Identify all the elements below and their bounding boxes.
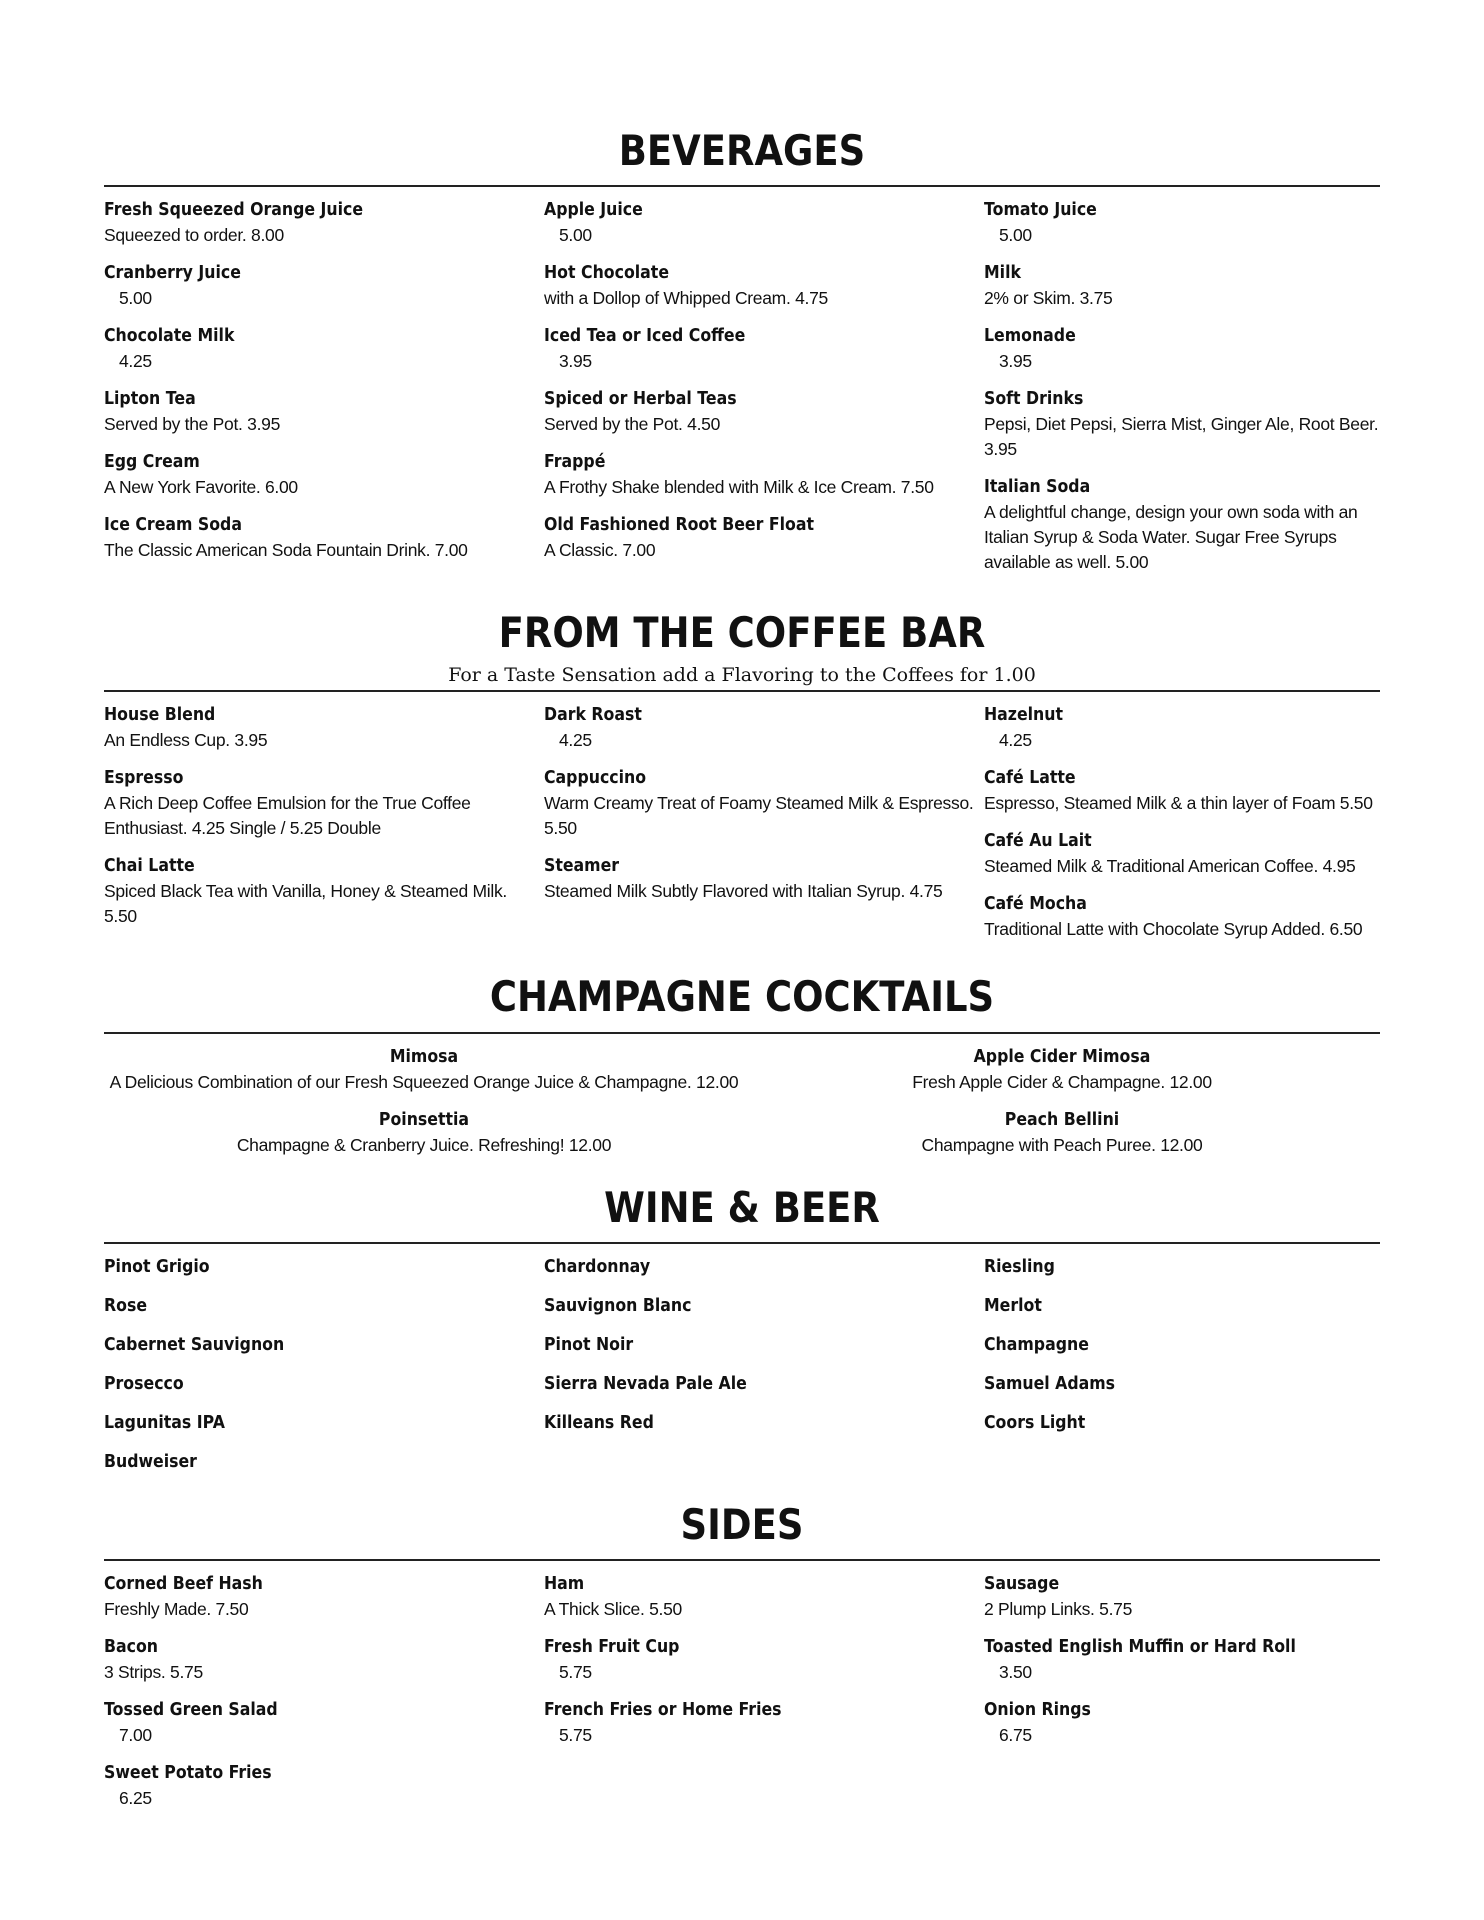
item-name: Espresso xyxy=(104,768,184,788)
item-name: Rose xyxy=(104,1296,148,1316)
item-name: Lipton Tea xyxy=(104,389,196,409)
item-name: Hot Chocolate xyxy=(544,263,670,283)
item-description: A Classic. 7.00 xyxy=(544,540,656,560)
menu-item xyxy=(984,261,1380,311)
menu-item xyxy=(104,1045,744,1095)
item-description: 5.00 xyxy=(559,225,592,245)
item-name: Peach Bellini xyxy=(1004,1110,1120,1130)
wine-column xyxy=(984,1255,1380,1489)
item-description: Warm Creamy Treat of Foamy Steamed Milk & Espresso. 5.50 xyxy=(544,793,974,838)
champagne-column xyxy=(104,1045,744,1171)
menu-item xyxy=(104,198,544,248)
item-name: Egg Cream xyxy=(104,452,200,472)
menu-item xyxy=(544,261,984,311)
item-description: Freshly Made. 7.50 xyxy=(104,1599,249,1619)
sides-column xyxy=(984,1572,1380,1824)
item-name: Toasted English Muffin or Hard Roll xyxy=(984,1637,1296,1657)
menu-item xyxy=(104,1411,544,1436)
item-name: Champagne xyxy=(984,1335,1089,1355)
item-name: Lagunitas IPA xyxy=(104,1413,225,1433)
item-description: 3.50 xyxy=(999,1662,1032,1682)
item-name: Fresh Fruit Cup xyxy=(544,1637,680,1657)
menu-item xyxy=(544,1698,984,1748)
sides-section xyxy=(104,1500,1380,1824)
item-description: 4.25 xyxy=(999,730,1032,750)
item-description: 5.75 xyxy=(559,1725,592,1745)
item-name: Killeans Red xyxy=(544,1413,654,1433)
section-title-sides: SIDES xyxy=(680,1500,804,1549)
coffee-grid xyxy=(104,703,1380,955)
item-name: Tossed Green Salad xyxy=(104,1700,278,1720)
item-name: Hazelnut xyxy=(984,705,1064,725)
item-name: Spiced or Herbal Teas xyxy=(544,389,737,409)
section-title-coffee: FROM THE COFFEE BAR xyxy=(498,608,986,657)
item-name: Ham xyxy=(544,1574,585,1594)
menu-item xyxy=(984,198,1380,248)
wine-grid xyxy=(104,1255,1380,1489)
item-description: Champagne & Cranberry Juice. Refreshing! 12.00 xyxy=(236,1135,612,1155)
beverages-grid xyxy=(104,198,1380,588)
menu-item xyxy=(984,324,1380,374)
item-name: Merlot xyxy=(984,1296,1042,1316)
item-name: Milk xyxy=(984,263,1021,283)
item-name: Mimosa xyxy=(389,1047,459,1067)
item-description: Steamed Milk Subtly Flavored with Italian Syrup. 4.75 xyxy=(544,881,943,901)
item-name: Prosecco xyxy=(104,1374,184,1394)
item-name: Iced Tea or Iced Coffee xyxy=(544,326,746,346)
item-name: Cranberry Juice xyxy=(104,263,241,283)
champagne-section xyxy=(104,972,1380,1171)
item-name: Old Fashioned Root Beer Float xyxy=(544,515,815,535)
menu-item xyxy=(544,1255,984,1280)
section-divider xyxy=(104,185,1380,187)
item-description: Spiced Black Tea with Vanilla, Honey & Steamed Milk. 5.50 xyxy=(104,881,507,926)
item-name: Café Mocha xyxy=(984,894,1087,914)
menu-item xyxy=(104,1294,544,1319)
item-name: French Fries or Home Fries xyxy=(544,1700,782,1720)
wine-column xyxy=(104,1255,544,1489)
item-description: 4.25 xyxy=(119,351,152,371)
item-description: Squeezed to order. 8.00 xyxy=(104,225,284,245)
menu-item xyxy=(104,324,544,374)
beverages-column xyxy=(984,198,1380,588)
menu-item xyxy=(544,703,984,753)
menu-item xyxy=(104,854,544,929)
item-description: A Delicious Combination of our Fresh Squeezed Orange Juice & Champagne. 12.00 xyxy=(109,1072,739,1092)
coffee-column xyxy=(544,703,984,955)
menu-item xyxy=(104,1761,544,1811)
coffee-column xyxy=(104,703,544,955)
item-description: Pepsi, Diet Pepsi, Sierra Mist, Ginger Ale, Root Beer. 3.95 xyxy=(984,414,1379,459)
item-name: Soft Drinks xyxy=(984,389,1084,409)
beverages-column xyxy=(104,198,544,588)
menu-item xyxy=(104,766,544,841)
menu-item xyxy=(104,261,544,311)
menu-item xyxy=(104,1333,544,1358)
item-description: A New York Favorite. 6.00 xyxy=(104,477,298,497)
menu-item xyxy=(104,1450,544,1475)
item-name: Sausage xyxy=(984,1574,1060,1594)
menu-item xyxy=(544,198,984,248)
item-description: Steamed Milk & Traditional American Coffee. 4.95 xyxy=(984,856,1356,876)
item-name: Cabernet Sauvignon xyxy=(104,1335,285,1355)
item-description: 3 Strips. 5.75 xyxy=(104,1662,203,1682)
item-description: Served by the Pot. 4.50 xyxy=(544,414,720,434)
item-name: Apple Juice xyxy=(544,200,643,220)
item-name: Dark Roast xyxy=(544,705,642,725)
champagne-column xyxy=(744,1045,1380,1171)
item-name: Corned Beef Hash xyxy=(104,1574,263,1594)
sides-column xyxy=(104,1572,544,1824)
item-description: with a Dollop of Whipped Cream. 4.75 xyxy=(544,288,828,308)
item-name: Onion Rings xyxy=(984,1700,1091,1720)
menu-item xyxy=(544,1411,984,1436)
menu-item xyxy=(744,1108,1380,1158)
item-description: 3.95 xyxy=(559,351,592,371)
section-divider xyxy=(104,690,1380,692)
menu-item xyxy=(104,703,544,753)
menu-item xyxy=(984,387,1380,462)
menu-item xyxy=(104,387,544,437)
item-description: A Thick Slice. 5.50 xyxy=(544,1599,682,1619)
item-name: Ice Cream Soda xyxy=(104,515,242,535)
item-description: A delightful change, design your own soda with an Italian Syrup & Soda Water. Sugar Free Syrups available as well. 5.00 xyxy=(984,502,1358,572)
item-description: A Rich Deep Coffee Emulsion for the True Coffee Enthusiast. 4.25 Single / 5.25 Double xyxy=(104,793,471,838)
item-name: Poinsettia xyxy=(378,1110,470,1130)
item-description: Espresso, Steamed Milk & a thin layer of Foam 5.50 xyxy=(984,793,1373,813)
item-name: Fresh Squeezed Orange Juice xyxy=(104,200,364,220)
menu-item xyxy=(984,892,1380,942)
menu-item xyxy=(544,450,984,500)
item-name: Steamer xyxy=(544,856,620,876)
item-name: Tomato Juice xyxy=(984,200,1097,220)
sides-grid xyxy=(104,1572,1380,1824)
menu-item xyxy=(544,1294,984,1319)
menu-item xyxy=(984,1255,1380,1280)
section-title-beverages: BEVERAGES xyxy=(618,126,866,175)
item-name: Italian Soda xyxy=(984,477,1091,497)
menu-item xyxy=(984,1294,1380,1319)
item-description: A Frothy Shake blended with Milk & Ice Cream. 7.50 xyxy=(544,477,934,497)
item-description: Fresh Apple Cider & Champagne. 12.00 xyxy=(912,1072,1212,1092)
item-description: Champagne with Peach Puree. 12.00 xyxy=(921,1135,1203,1155)
menu-item xyxy=(104,1255,544,1280)
menu-item xyxy=(984,1635,1380,1685)
item-name: Chardonnay xyxy=(544,1257,651,1277)
wine-section xyxy=(104,1183,1380,1489)
item-name: Apple Cider Mimosa xyxy=(973,1047,1151,1067)
item-name: Coors Light xyxy=(984,1413,1086,1433)
wine-column xyxy=(544,1255,984,1489)
item-name: Sweet Potato Fries xyxy=(104,1763,272,1783)
item-name: Sierra Nevada Pale Ale xyxy=(544,1374,747,1394)
item-name: Pinot Grigio xyxy=(104,1257,210,1277)
beverages-column xyxy=(544,198,984,588)
sides-column xyxy=(544,1572,984,1824)
menu-item xyxy=(104,1698,544,1748)
item-description: The Classic American Soda Fountain Drink. 7.00 xyxy=(104,540,468,560)
item-description: 4.25 xyxy=(559,730,592,750)
menu-item xyxy=(104,450,544,500)
item-name: Frappé xyxy=(544,452,606,472)
item-name: Café Latte xyxy=(984,768,1076,788)
item-name: House Blend xyxy=(104,705,216,725)
menu-item xyxy=(984,1411,1380,1436)
menu-item xyxy=(744,1045,1380,1095)
item-description: An Endless Cup. 3.95 xyxy=(104,730,268,750)
menu-item xyxy=(104,1635,544,1685)
section-title-wine: WINE & BEER xyxy=(604,1183,880,1232)
item-name: Café Au Lait xyxy=(984,831,1092,851)
beverages-section xyxy=(104,126,1380,588)
coffee-subtitle: For a Taste Sensation add a Flavoring to the Coffees for 1.00 xyxy=(448,664,1036,686)
coffee-section xyxy=(104,608,1380,955)
item-description: 6.25 xyxy=(119,1788,152,1808)
menu-item xyxy=(544,387,984,437)
section-title-champagne: CHAMPAGNE COCKTAILS xyxy=(489,972,995,1021)
menu-item xyxy=(544,324,984,374)
section-divider xyxy=(104,1242,1380,1244)
coffee-column xyxy=(984,703,1380,955)
menu-item xyxy=(984,829,1380,879)
item-name: Sauvignon Blanc xyxy=(544,1296,692,1316)
menu-item xyxy=(104,513,544,563)
menu-item xyxy=(984,475,1380,575)
menu-item xyxy=(544,1572,984,1622)
item-description: Served by the Pot. 3.95 xyxy=(104,414,280,434)
champagne-grid xyxy=(104,1045,1380,1171)
menu-item xyxy=(984,1572,1380,1622)
menu-item xyxy=(544,766,984,841)
item-name: Lemonade xyxy=(984,326,1076,346)
item-description: 5.75 xyxy=(559,1662,592,1682)
item-name: Riesling xyxy=(984,1257,1055,1277)
menu-item xyxy=(984,766,1380,816)
item-description: Traditional Latte with Chocolate Syrup Added. 6.50 xyxy=(984,919,1363,939)
item-description: 2 Plump Links. 5.75 xyxy=(984,1599,1132,1619)
section-divider xyxy=(104,1559,1380,1561)
menu-item xyxy=(544,1635,984,1685)
item-description: 5.00 xyxy=(119,288,152,308)
item-name: Pinot Noir xyxy=(544,1335,634,1355)
item-name: Samuel Adams xyxy=(984,1374,1116,1394)
menu-item xyxy=(984,1333,1380,1358)
menu-item xyxy=(984,1372,1380,1397)
menu-item xyxy=(984,703,1380,753)
menu-item xyxy=(104,1372,544,1397)
menu-item xyxy=(544,1333,984,1358)
item-description: 6.75 xyxy=(999,1725,1032,1745)
item-description: 2% or Skim. 3.75 xyxy=(984,288,1113,308)
section-divider xyxy=(104,1032,1380,1034)
item-description: 5.00 xyxy=(999,225,1032,245)
menu-item xyxy=(544,854,984,904)
menu-item xyxy=(104,1108,744,1158)
item-name: Cappuccino xyxy=(544,768,647,788)
item-description: 3.95 xyxy=(999,351,1032,371)
menu-item xyxy=(544,513,984,563)
item-name: Chocolate Milk xyxy=(104,326,235,346)
item-description: 7.00 xyxy=(119,1725,152,1745)
menu-item xyxy=(104,1572,544,1622)
menu-item xyxy=(984,1698,1380,1748)
item-name: Chai Latte xyxy=(104,856,195,876)
menu-item xyxy=(544,1372,984,1397)
item-name: Bacon xyxy=(104,1637,159,1657)
item-name: Budweiser xyxy=(104,1452,197,1472)
